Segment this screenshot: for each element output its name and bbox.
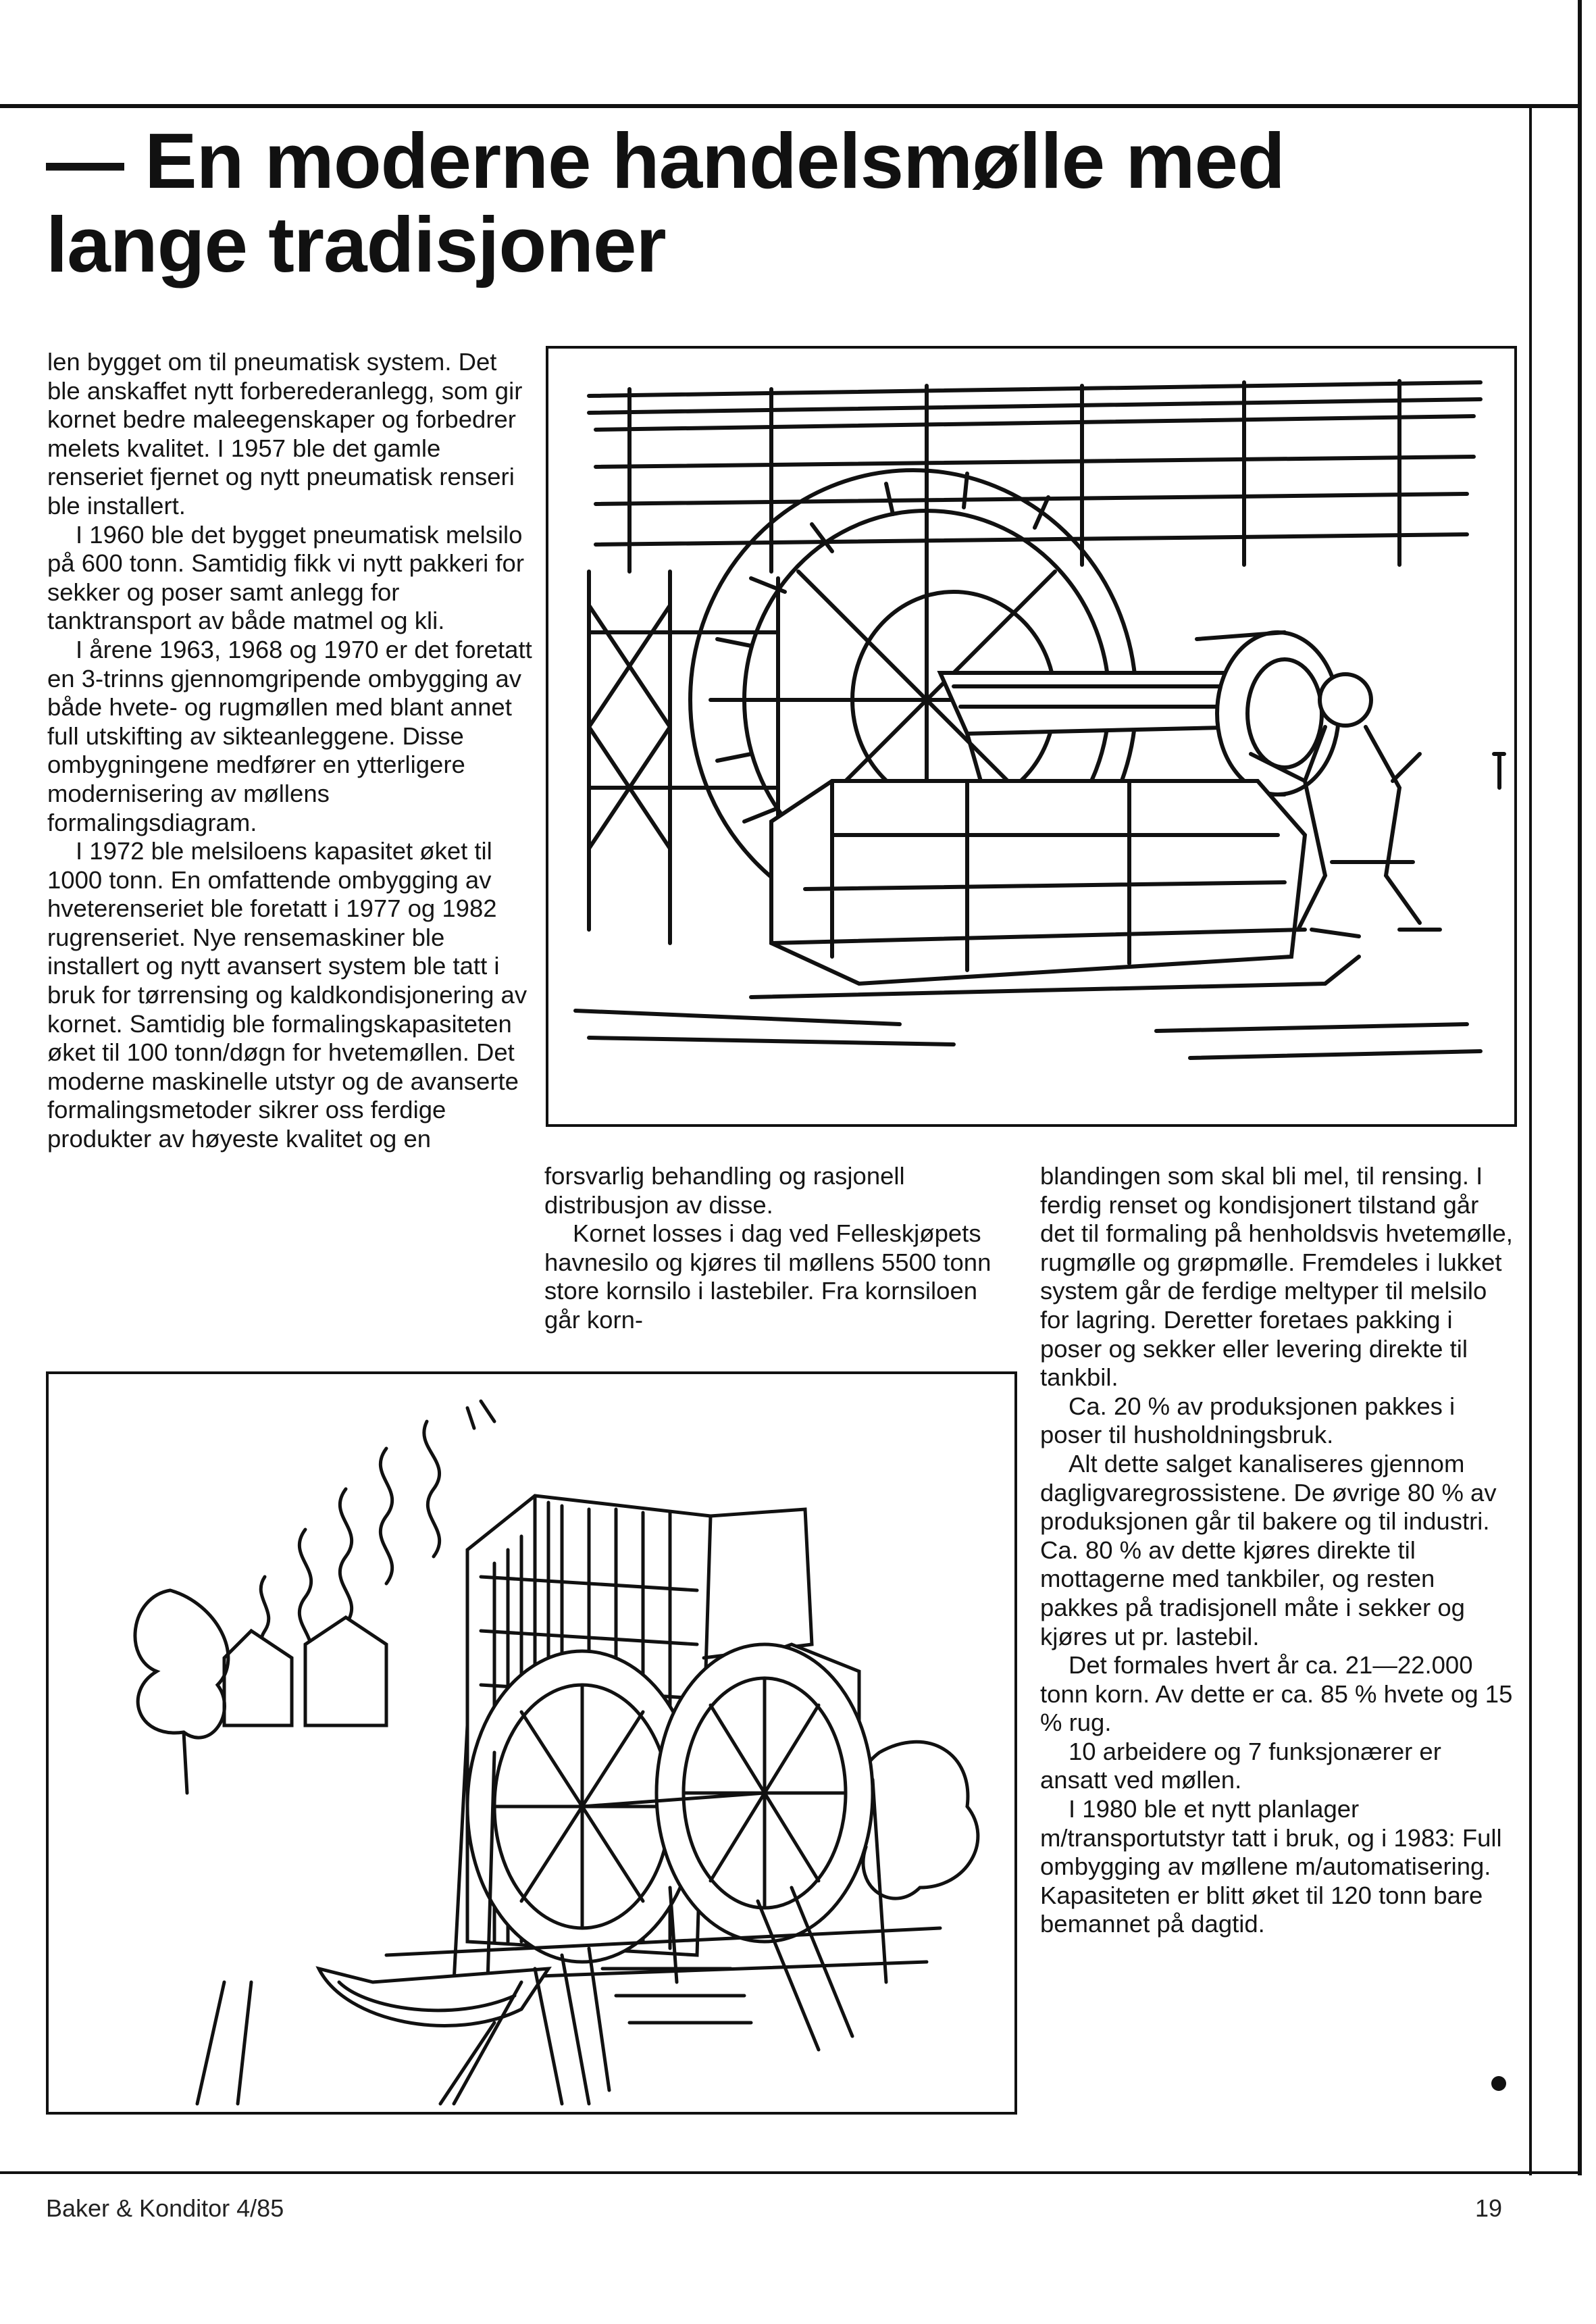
- page-number: 19: [1475, 2194, 1503, 2222]
- paragraph: Ca. 20 % av produksjonen pakkes i poser til husholdningsbruk.: [1040, 1392, 1456, 1449]
- article-end-mark: [1491, 2076, 1506, 2091]
- paragraph: I årene 1963, 1968 og 1970 er det foretatt en 3-trinns gjennomgripende ombygging av både hvete- og rugmøllen med blant annet full utskifting av sikteanleggene. Disse ombygningene medfører en ytterligere modernisering av møllens formalingsdiagram.: [47, 635, 532, 836]
- article-column-3: [1040, 1162, 1513, 1939]
- right-rule: [1578, 0, 1582, 2175]
- article-column-2: [544, 1162, 1017, 1335]
- bottom-rule: [0, 2171, 1582, 2174]
- paragraph: forsvarlig behandling og rasjonell distribusjon av disse.: [544, 1162, 905, 1219]
- paragraph: len bygget om til pneumatisk system. Det ble anskaffet nytt forberederanlegg, som gir kornet bedre maleegenskaper og forbedrer melets kvalitet. I 1957 ble det gamle renseriet fjernet og nytt pneumatisk renseri ble installert.: [47, 348, 523, 520]
- watermill-building-illustration-icon: [49, 1374, 1014, 2112]
- paragraph: Alt dette salget kanaliseres gjennom dagligvaregrossistene. De øvrige 80 % av produksjonen går til bakere og til industri. Ca. 80 % av dette kjøres direkte til mottagerne med tankbiler, og resten pakkes på tradisjonell måte i sekker og kjøres ut pr. lastebil.: [1040, 1449, 1497, 1650]
- paragraph: I 1972 ble melsiloens kapasitet øket til 1000 tonn. En omfattende ombygging av hveterenseriet ble foretatt i 1977 og 1982 rugrenseriet. Nye rensemaskiner ble installert og nytt avansert system ble tatt i bruk for tørrensing og kaldkondisjonering av kornet. Samtidig ble formalingskapasiteten øket til 100 tonn/døgn for hvetemøllen. Det moderne maskinelle utstyr og de avanserte formalingsmetoder sikrer oss ferdige produkter av høyeste kvalitet og en: [47, 837, 527, 1153]
- article-column-1: [47, 348, 534, 1154]
- headline: — En moderne handelsmølle med lange tradisjoner: [46, 117, 1285, 288]
- waterwheel-millstone-illustration-icon: [548, 349, 1514, 1124]
- watermill-illustration: [46, 1371, 1017, 2115]
- paragraph: 10 arbeidere og 7 funksjonærer er ansatt ved møllen.: [1040, 1737, 1441, 1794]
- paragraph: Det formales hvert år ca. 21—22.000 tonn korn. Av dette er ca. 85 % hvete og 15 % rug.: [1040, 1651, 1513, 1737]
- paragraph: I 1960 ble det bygget pneumatisk melsilo på 600 tonn. Samtidig fikk vi nytt pakkeri for sekker og poser samt anlegg for tanktransport av både matmel og kli.: [47, 520, 525, 635]
- waterwheel-illustration: [546, 346, 1517, 1127]
- paragraph: I 1980 ble et nytt planlager m/transportutstyr tatt i bruk, og i 1983: Full ombygging av møllene m/automatisering. Kapasiteten er blitt øket til 120 tonn bare bemannet på dagtid.: [1040, 1795, 1502, 1938]
- top-rule: [0, 104, 1582, 108]
- footer-publication: Baker & Konditor 4/85: [46, 2194, 284, 2222]
- paragraph: Kornet losses i dag ved Felleskjøpets havnesilo og kjøres til møllens 5500 tonn store kornsilo i lastebiler. Fra kornsiloen går korn-: [544, 1219, 992, 1334]
- paragraph: blandingen som skal bli mel, til rensing. I ferdig renset og kondisjonert tilstand går det til formaling på henholdsvis hvetemølle, rugmølle og grøpmølle. Fremdeles i lukket system går de ferdige meltyper til melsilo for lagring. Deretter foretaes pakking i poser og sekker eller levering direkte til tankbil.: [1040, 1162, 1513, 1392]
- right-inner-rule: [1529, 108, 1532, 2175]
